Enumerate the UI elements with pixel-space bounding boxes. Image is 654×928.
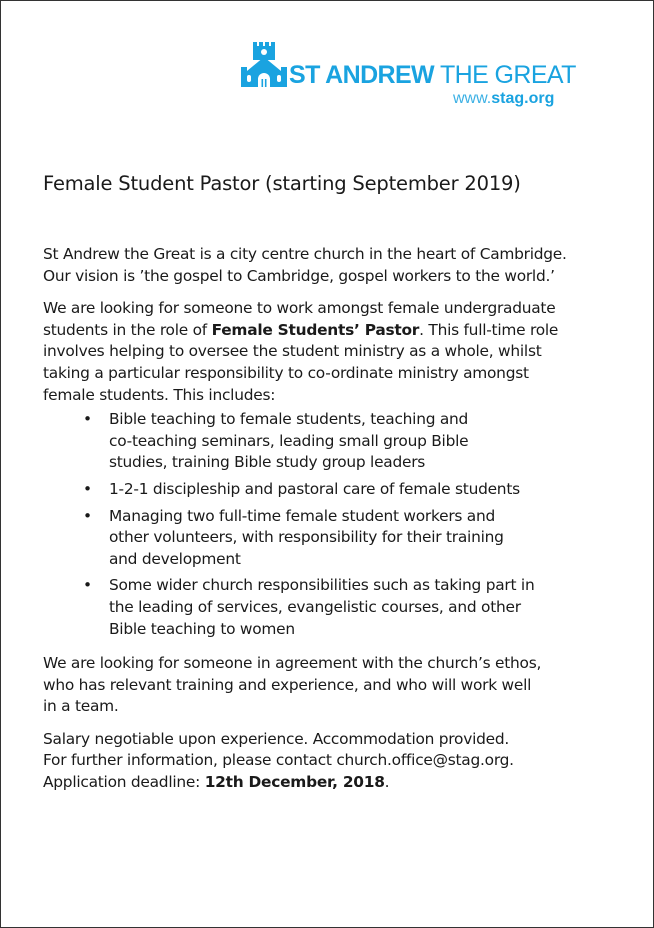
ethos-line: We are looking for someone in agreement with the church’s ethos, bbox=[43, 654, 542, 673]
role-paragraph bbox=[43, 298, 633, 406]
page-title: Female Student Pastor (starting September 2019) bbox=[43, 172, 521, 195]
website-prefix: www. bbox=[453, 90, 492, 107]
list-item bbox=[43, 506, 633, 571]
list-item-line: other volunteers, with responsibility for their training bbox=[109, 528, 504, 547]
list-item-line: Bible teaching to women bbox=[109, 619, 295, 638]
church-logo bbox=[239, 41, 589, 113]
list-item-line: and development bbox=[109, 549, 241, 568]
website-domain: stag.org bbox=[491, 90, 555, 107]
bullet-icon: • bbox=[83, 410, 92, 429]
church-tower-icon bbox=[239, 41, 287, 89]
church-name-bold: ST ANDREW bbox=[289, 61, 435, 89]
role-line: We are looking for someone to work amongst female undergraduate bbox=[43, 299, 556, 318]
church-name bbox=[289, 63, 576, 88]
church-name-light: THE GREAT bbox=[439, 61, 576, 89]
contact-line: For further information, please contact church.office@stag.org. bbox=[43, 751, 514, 770]
church-website[interactable] bbox=[453, 91, 554, 107]
intro-line: St Andrew the Great is a city centre church in the heart of Cambridge. bbox=[43, 245, 567, 263]
list-item-line: Bible teaching to female students, teaching and bbox=[109, 410, 469, 429]
role-line bbox=[43, 320, 633, 342]
list-item-line: studies, training Bible study group leaders bbox=[109, 453, 426, 472]
list-item bbox=[43, 479, 633, 501]
list-item-line: 1-2-1 discipleship and pastoral care of female students bbox=[109, 479, 520, 498]
deadline-end: . bbox=[384, 773, 390, 792]
deadline-date: 12th December, 2018 bbox=[204, 773, 385, 792]
bullet-icon: • bbox=[83, 506, 92, 525]
role-text: students in the role of bbox=[43, 320, 212, 339]
bullet-icon: • bbox=[83, 576, 92, 595]
ethos-line: in a team. bbox=[43, 697, 119, 716]
role-line: involves helping to oversee the student ministry as a whole, whilst bbox=[43, 342, 542, 361]
intro-paragraph bbox=[43, 244, 633, 287]
role-line: female students. This includes: bbox=[43, 385, 276, 404]
list-item-line: Some wider church responsibilities such as taking part in bbox=[109, 576, 535, 595]
list-item bbox=[43, 575, 633, 640]
ethos-line: who has relevant training and experience, and who will work well bbox=[43, 675, 532, 694]
deadline-label: Application deadline: bbox=[43, 773, 205, 792]
list-item-line: Managing two full-time female student workers and bbox=[109, 506, 496, 525]
responsibilities-list bbox=[43, 409, 633, 640]
intro-line: Our vision is ’the gospel to Cambridge, gospel workers to the world.’ bbox=[43, 266, 555, 285]
deadline-line bbox=[43, 772, 633, 794]
closing-paragraph bbox=[43, 729, 633, 794]
role-text: . This full-time role bbox=[419, 320, 559, 339]
role-line: taking a particular responsibility to co-ordinate ministry amongst bbox=[43, 363, 529, 382]
role-title: Female Students’ Pastor bbox=[211, 320, 420, 339]
list-item-line: the leading of services, evangelistic courses, and other bbox=[109, 597, 521, 616]
list-item bbox=[43, 409, 633, 474]
list-item-line: co-teaching seminars, leading small group Bible bbox=[109, 431, 469, 450]
advert-body bbox=[43, 244, 633, 805]
bullet-icon: • bbox=[83, 479, 92, 498]
salary-line: Salary negotiable upon experience. Accommodation provided. bbox=[43, 729, 509, 748]
ethos-paragraph bbox=[43, 653, 633, 718]
